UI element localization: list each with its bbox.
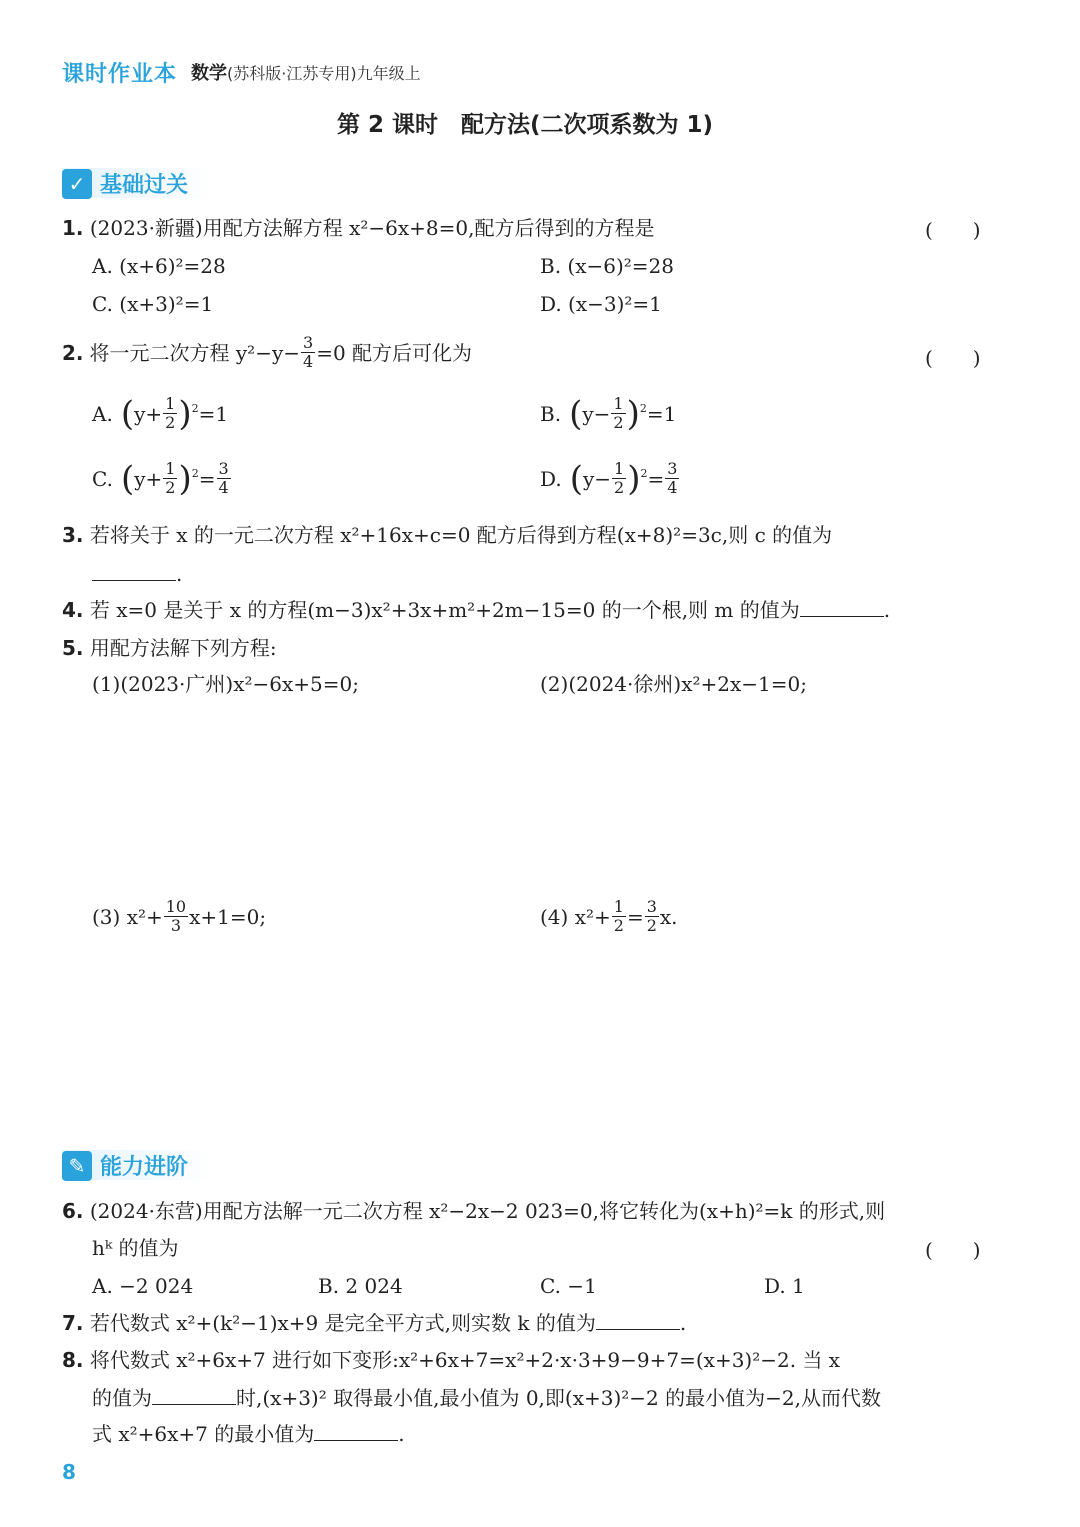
answer-blank[interactable] bbox=[596, 1309, 680, 1330]
option-d: D. (x−3)²=1 bbox=[540, 292, 662, 316]
section-title: 能力进阶 bbox=[100, 1155, 189, 1180]
question-7: 7. 若代数式 x²+(k²−1)x+9 是完全平方式,则实数 k 的值为 . bbox=[62, 1311, 687, 1335]
question-text: =0 配方后可化为 bbox=[316, 340, 473, 365]
pencil-icon: ✎ bbox=[62, 1151, 92, 1181]
sub-question-3: (3) x²+ $\frac{10}{3}$ x+1=0; bbox=[92, 897, 267, 935]
lesson-title: 第 2 课时 配方法(二次项系数为 1) bbox=[336, 112, 714, 138]
question-text: 若代数式 x²+(k²−1)x+9 是完全平方式,则实数 k 的值为 bbox=[89, 1311, 596, 1335]
sub-question-4: (4) x²+ $\frac{1}{2}$ = $\frac{3}{2}$ x. bbox=[540, 897, 678, 935]
question-number: 1. bbox=[62, 216, 84, 240]
question-text: 若 x=0 是关于 x 的方程(m−3)x²+3x+m²+2m−15=0 的一个根,则 m 的值为 bbox=[89, 598, 800, 622]
option-c: C. −1 bbox=[540, 1274, 597, 1298]
question-5: 5. 用配方法解下列方程: bbox=[62, 636, 277, 660]
section-title: 基础过关 bbox=[100, 173, 189, 198]
question-6: 6. (2024·东营)用配方法解一元二次方程 x²−2x−2 023=0,将它转化为(x+h)²=k 的形式,则 bbox=[62, 1199, 886, 1223]
question-number: 2. bbox=[62, 340, 84, 365]
answer-paren: ( ) bbox=[925, 346, 981, 370]
option-d: D. 1 bbox=[764, 1274, 805, 1298]
question-text: 若将关于 x 的一元二次方程 x²+16x+c=0 配方后得到方程(x+8)²=3c,则 c 的值为 bbox=[89, 523, 833, 547]
question-1 bbox=[62, 214, 654, 242]
option-a: A. (x+6)²=28 bbox=[92, 254, 226, 278]
answer-blank[interactable] bbox=[314, 1420, 398, 1441]
question-6-line2: hᵏ 的值为 bbox=[92, 1236, 179, 1260]
question-text: 将代数式 x²+6x+7 进行如下变形:x²+6x+7=x²+2·x·3+9−9+7=(x+3)²−2. 当 x bbox=[89, 1348, 841, 1372]
question-8-line3: 式 x²+6x+7 的最小值为 . bbox=[92, 1422, 405, 1446]
subject-label: 数学 bbox=[191, 63, 228, 84]
option-c: C. ( y+ $\frac{1}{2}$ ) $^2$ = $\frac{3}{4}$ bbox=[92, 458, 229, 499]
question-text: (2023·新疆)用配方法解方程 x²−6x+8=0,配方后得到的方程是 bbox=[89, 216, 655, 240]
question-8-line2: 的值为 时,(x+3)² 取得最小值,最小值为 0,即(x+3)²−2 的最小值为−2,从而代数 bbox=[92, 1386, 881, 1410]
sub-question-1: (1)(2023·广州)x²−6x+5=0; bbox=[92, 672, 359, 696]
option-c: C. (x+3)²=1 bbox=[92, 292, 214, 316]
option-b: B. 2 024 bbox=[318, 1274, 403, 1298]
brand-logo: 课时作业本 bbox=[62, 61, 178, 87]
question-text: 用配方法解下列方程: bbox=[89, 636, 277, 660]
section-advanced bbox=[62, 1150, 188, 1181]
option-d: D. ( y− $\frac{1}{2}$ ) $^2$ = $\frac{3}{4}$ bbox=[540, 458, 678, 499]
question-4: 4. 若 x=0 是关于 x 的方程(m−3)x²+3x+m²+2m−15=0 的一个根,则 m 的值为 . bbox=[62, 598, 891, 622]
question-3: 3. 若将关于 x 的一元二次方程 x²+16x+c=0 配方后得到方程(x+8)²=3c,则 c 的值为 bbox=[62, 523, 833, 547]
answer-paren: ( ) bbox=[925, 218, 981, 242]
option-b: B. (x−6)²=28 bbox=[540, 254, 675, 278]
option-b: B. ( y− $\frac{1}{2}$ ) $^2$ =1 bbox=[540, 393, 677, 434]
answer-blank[interactable] bbox=[800, 596, 884, 617]
answer-blank[interactable] bbox=[152, 1384, 236, 1405]
option-a: A. ( y+ $\frac{1}{2}$ ) $^2$ =1 bbox=[92, 393, 229, 434]
question-8: 8. 将代数式 x²+6x+7 进行如下变形:x²+6x+7=x²+2·x·3+9−9+7=(x+3)²−2. 当 x bbox=[62, 1348, 841, 1372]
sub-question-2: (2)(2024·徐州)x²+2x−1=0; bbox=[540, 672, 807, 696]
question-2 bbox=[62, 334, 472, 371]
answer-blank-line: . bbox=[92, 560, 182, 588]
fraction: $\frac{3}{4}$ bbox=[303, 333, 314, 371]
section-basic bbox=[62, 168, 188, 199]
answer-blank[interactable] bbox=[92, 560, 176, 581]
page-number: 8 bbox=[62, 1460, 76, 1484]
answer-paren: ( ) bbox=[925, 1238, 981, 1262]
header-bar bbox=[62, 56, 421, 88]
question-text: 将一元二次方程 y²−y− bbox=[89, 340, 301, 365]
edition-label: (苏科版·江苏专用)九年级上 bbox=[227, 63, 421, 83]
check-icon: ✓ bbox=[62, 169, 92, 199]
option-a: A. −2 024 bbox=[92, 1274, 194, 1298]
question-text: (2024·东营)用配方法解一元二次方程 x²−2x−2 023=0,将它转化为(x+h)²=k 的形式,则 bbox=[89, 1199, 886, 1223]
